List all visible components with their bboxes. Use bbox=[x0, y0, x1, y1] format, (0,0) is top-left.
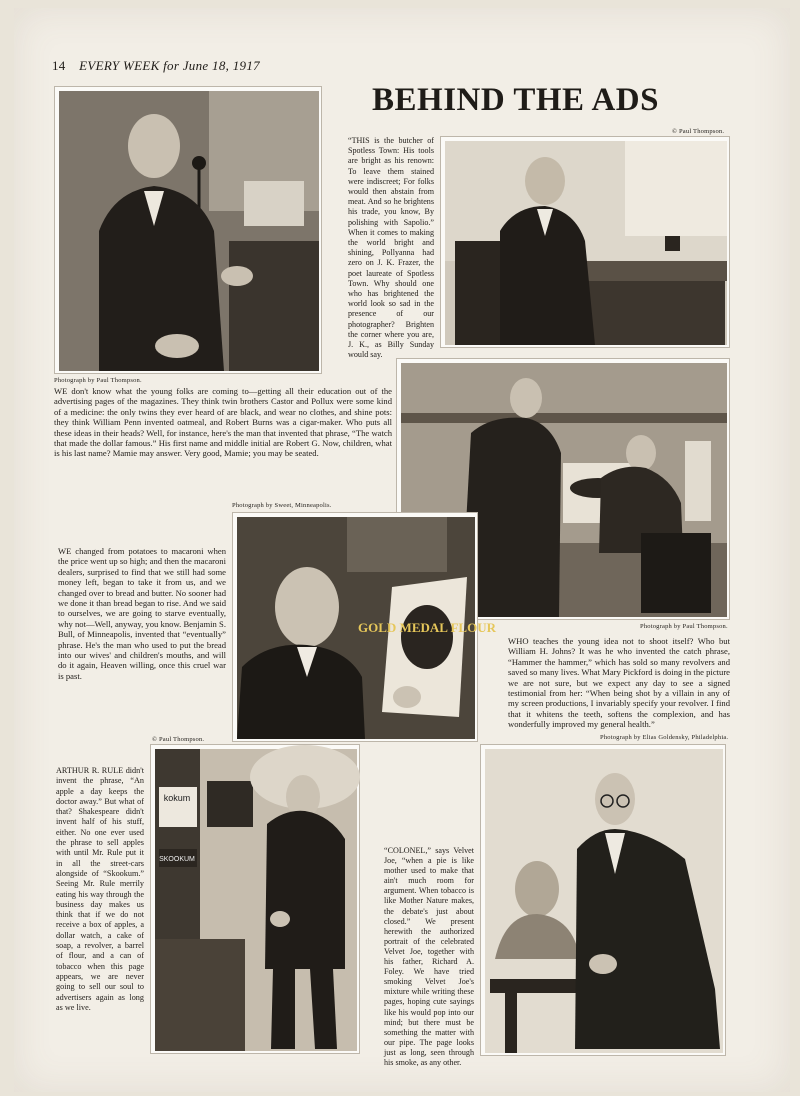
article-dollar-watch: WE don't know what the young folks are coming to—getting all their education out of the advertising pages of the magazines. They think twin brothers Castor and Pollux were some kind of a medicine: the only twins they ever heard of are black, and wear no clothes, and shine pots: they think William Penn invented oatmeal, and Robert Burns was a cigar-maker. Who puts all these ideas in their heads? Well, for instance, here's the man that invented that phrase, “The watch that made the dollar famous.” His first name and middle initial are Robert G. Now, children, what is his last name? Mamie may answer. Very good, Mamie; you may be seated. bbox=[54, 386, 392, 459]
article-hammer: WHO teaches the young idea not to shoot itself? Who but William H. Johns? It was he who invented the catch phrase, “Hammer the hammer,” which has sold so many revolvers and saved so many lives. What Mary Pickford is doing in the picture we are not sure, but we expect any day to see a signed testimonial from her: “When being shot by a villain in any of my screen productions, I invariably specify your revolver. I find that it whitens the teeth, softens the complexion, and has wonderfully improved my general health.” bbox=[508, 636, 730, 730]
man-at-desk-illustration bbox=[59, 91, 319, 371]
article-apple: ARTHUR R. RULE didn't invent the phrase, “An apple a day keeps the doctor away.” But what of that? Shakespeare didn't invent half of his stuff, either. No one ever used the phrase to sell apples with until Mr. Rule put it in all the street-cars alongside of “Skookum.” Seeing Mr. Rule merrily eating his way through the business day makes us think that if we do not receive a box of apples, a dollar watch, a cake of soap, a revolver, a barrel of flour, and a can of tobacco when this page appears, we are never going to sell our soul to advertisers again as long as we live. bbox=[56, 766, 144, 1012]
photo-butcher-at-desk bbox=[440, 136, 730, 348]
page-title: BEHIND THE ADS bbox=[372, 82, 659, 118]
velvet-joe-illustration bbox=[485, 749, 723, 1053]
poster-top-text: kokum bbox=[163, 793, 191, 803]
photo-credit: Photograph by Elias Goldensky, Philadelphia. bbox=[600, 734, 729, 741]
photo-velvet-joe bbox=[480, 744, 726, 1056]
photo-credit: © Paul Thompson. bbox=[152, 736, 205, 743]
photo-man-at-desk bbox=[54, 86, 322, 374]
article-macaroni: WE changed from potatoes to macaroni when the price went up so high; and then the macaroni dealers, surprised to find that we still had some money left, began to take it from us, and we changed over to bread and butter. No sooner had we done it than bread began to rise. And we said to ourselves, we are going to starve eventually, why not—Well, anyway, you know. Benjamin S. Bull, of Minneapolis, invented that “eventually” phrase. He's the man who used to put the bread into our wives' and children's mouths, and will do it again, Heaven willing, once this cruel war is past. bbox=[58, 546, 226, 681]
butcher-illustration bbox=[445, 141, 727, 345]
page-number: 14 bbox=[52, 58, 66, 73]
apple-man-illustration bbox=[155, 749, 357, 1051]
masthead: EVERY WEEK for June 18, 1917 bbox=[79, 58, 260, 73]
photo-credit: © Paul Thompson. bbox=[672, 128, 725, 135]
photo-credit: Photograph by Sweet, Minneapolis. bbox=[232, 502, 332, 509]
poster-bottom-text: SKOOKUM bbox=[159, 856, 195, 863]
photo-credit: Photograph by Paul Thompson. bbox=[640, 623, 728, 630]
photo-apple-man bbox=[150, 744, 360, 1054]
flour-man-illustration bbox=[237, 517, 496, 739]
article-sapolio: “THIS is the butcher of Spotless Town: His tools are bright as his renown: To leave them stained were indiscreet; For folks would then abstain from meat. And so he brightens his trade, you know, By polishing with Sapolio.” When it comes to making the world bright and shining, Pollyanna had zero on J. K. Frazer, the poet laureate of Spotless Town. Why should one who has brightened the world look so sad in the presence of our photographer? Brighten the corner where you are, J. K., as Billy Sunday would say. bbox=[348, 136, 434, 360]
photo-credit: Photograph by Paul Thompson. bbox=[54, 377, 142, 384]
article-velvet-joe: “COLONEL,” says Velvet Joe, “when a pie is like mother used to make that ain't much room for argument. When tobacco is like Mother Nature makes, the debate's just about closed.” We present herewith the authorized portrait of the celebrated Velvet Joe, together with his father, Richard A. Foley. We have tried smoking Velvet Joe's mixture while writing these pages, hoping cute sayings like his would pop into our mind; but there must be something the matter with our pipe. The page looks just as long, seen through his smoke, as any other. bbox=[384, 846, 474, 1067]
flour-bag-label: GOLD MEDAL FLOUR bbox=[358, 620, 496, 635]
page-header bbox=[52, 58, 260, 74]
photo-flour-man bbox=[232, 512, 496, 742]
